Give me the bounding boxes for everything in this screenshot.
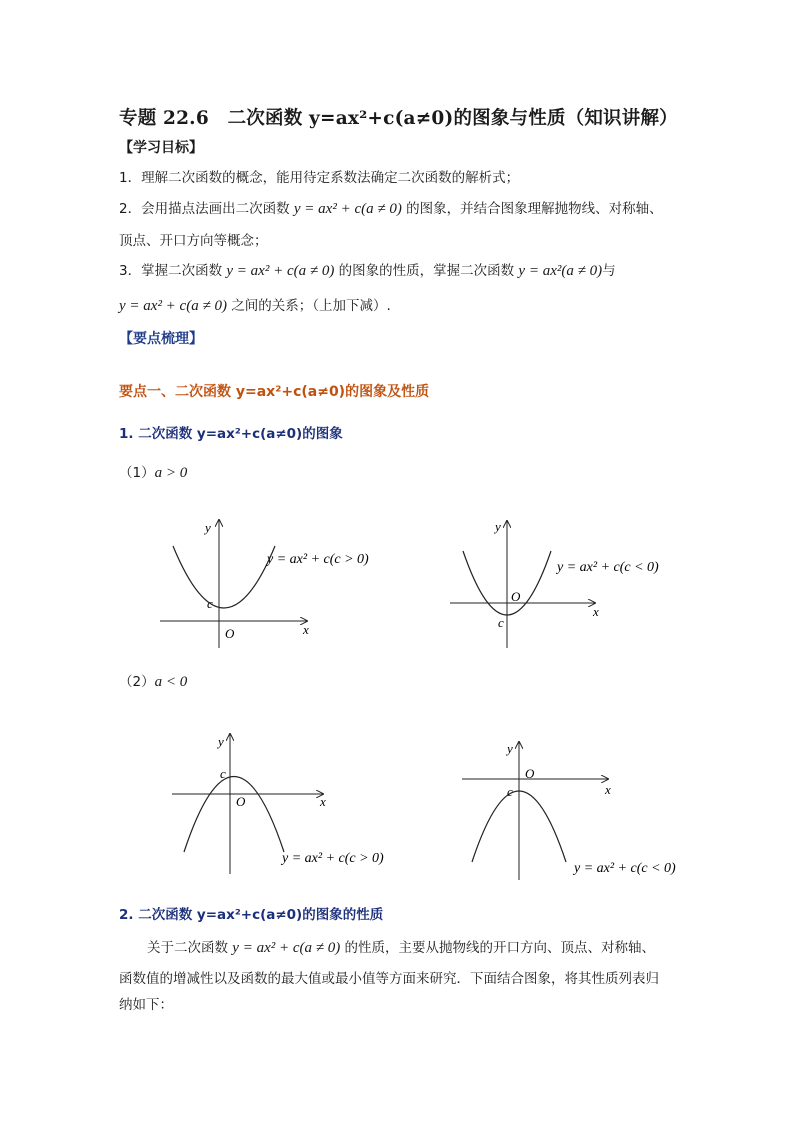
goal-item-3-formula-3: y = ax² + c(a ≠ 0) [119, 298, 227, 314]
graph-a-pos-c-pos [155, 512, 395, 652]
goal-item-3-text-b: 的图象的性质，掌握二次函数 [338, 263, 515, 279]
y-label: y [205, 520, 211, 535]
c-label: c [498, 615, 504, 630]
goal-item-2-formula: y = ax² + c(a ≠ 0) [293, 201, 402, 217]
goal-item-1: 1．理解二次函数的概念，能用待定系数法确定二次函数的解析式； [119, 170, 520, 186]
case-2-label: （2） [119, 674, 155, 690]
parabola [184, 777, 284, 853]
goal-item-3-text-d: 之间的关系；（上加下减）. [231, 298, 391, 314]
x-label: x [320, 794, 326, 809]
case-1-condition: a > 0 [154, 465, 188, 481]
graph-a-pos-c-neg [445, 515, 685, 655]
para-formula: y = ax² + c(a ≠ 0) [232, 940, 341, 956]
goal-item-2-text-b: 的图象，并结合图象理解抛物线、对称轴、 [406, 201, 663, 217]
x-label: x [593, 604, 599, 619]
section-1-sub-1: 1. 二次函数 y=ax²+c(a≠0)的图象 [119, 426, 343, 442]
x-label: x [605, 782, 611, 797]
goal-item-2 [119, 197, 663, 218]
section-1-sub-2: 2. 二次函数 y=ax²+c(a≠0)的图象的性质 [119, 907, 384, 923]
goal-item-3-cont [119, 294, 391, 315]
parabola [173, 546, 275, 608]
properties-paragraph-line-1 [147, 936, 655, 957]
key-points-heading: 【要点梳理】 [119, 331, 203, 347]
para-text-b: 的性质，主要从抛物线的开口方向、顶点、对称轴、 [344, 940, 656, 956]
goal-item-3-formula-2: y = ax²(a ≠ 0) [518, 263, 603, 279]
learning-goals-heading: 【学习目标】 [119, 140, 203, 156]
section-1-heading: 要点一、二次函数 y=ax²+c(a≠0)的图象及性质 [119, 384, 430, 400]
goal-item-3-text-c: 与 [602, 263, 616, 279]
goal-item-3 [119, 259, 616, 280]
formula-label: y = ax² + c(c < 0) [557, 560, 659, 575]
goal-item-2-cont: 顶点、开口方向等概念； [119, 233, 268, 249]
goal-item-3-text-a: 3．掌握二次函数 [119, 263, 223, 279]
case-2-condition: a < 0 [154, 674, 188, 690]
case-1 [119, 461, 187, 482]
properties-paragraph-line-3: 纳如下： [119, 997, 173, 1013]
c-label: c [507, 784, 513, 799]
c-label: c [220, 766, 226, 781]
formula-label: y = ax² + c(c < 0) [574, 861, 676, 876]
formula-label: y = ax² + c(c > 0) [282, 851, 384, 866]
origin-label: O [236, 794, 246, 809]
y-label: y [495, 519, 501, 534]
graph-a-neg-c-pos [168, 728, 408, 878]
origin-label: O [511, 589, 521, 604]
graph-a-neg-c-neg [458, 736, 698, 886]
page-title: 专题 22.6 二次函数 y=ax²+c(a≠0)的图象与性质（知识讲解） [119, 108, 678, 129]
x-label: x [303, 622, 309, 637]
y-label: y [507, 741, 513, 756]
properties-paragraph-line-2: 函数值的增减性以及函数的最大值或最小值等方面来研究．下面结合图象，将其性质列表归 [119, 971, 659, 987]
origin-label: O [525, 766, 535, 781]
case-1-label: （1） [119, 465, 155, 481]
origin-label: O [225, 626, 235, 641]
case-2 [119, 670, 187, 691]
goal-item-3-formula-1: y = ax² + c(a ≠ 0) [226, 263, 335, 279]
para-text-a: 关于二次函数 [147, 940, 228, 956]
c-label: c [207, 596, 213, 611]
y-label: y [218, 734, 224, 749]
goal-item-2-text-a: 2．会用描点法画出二次函数 [119, 201, 290, 217]
formula-label: y = ax² + c(c > 0) [267, 552, 369, 567]
